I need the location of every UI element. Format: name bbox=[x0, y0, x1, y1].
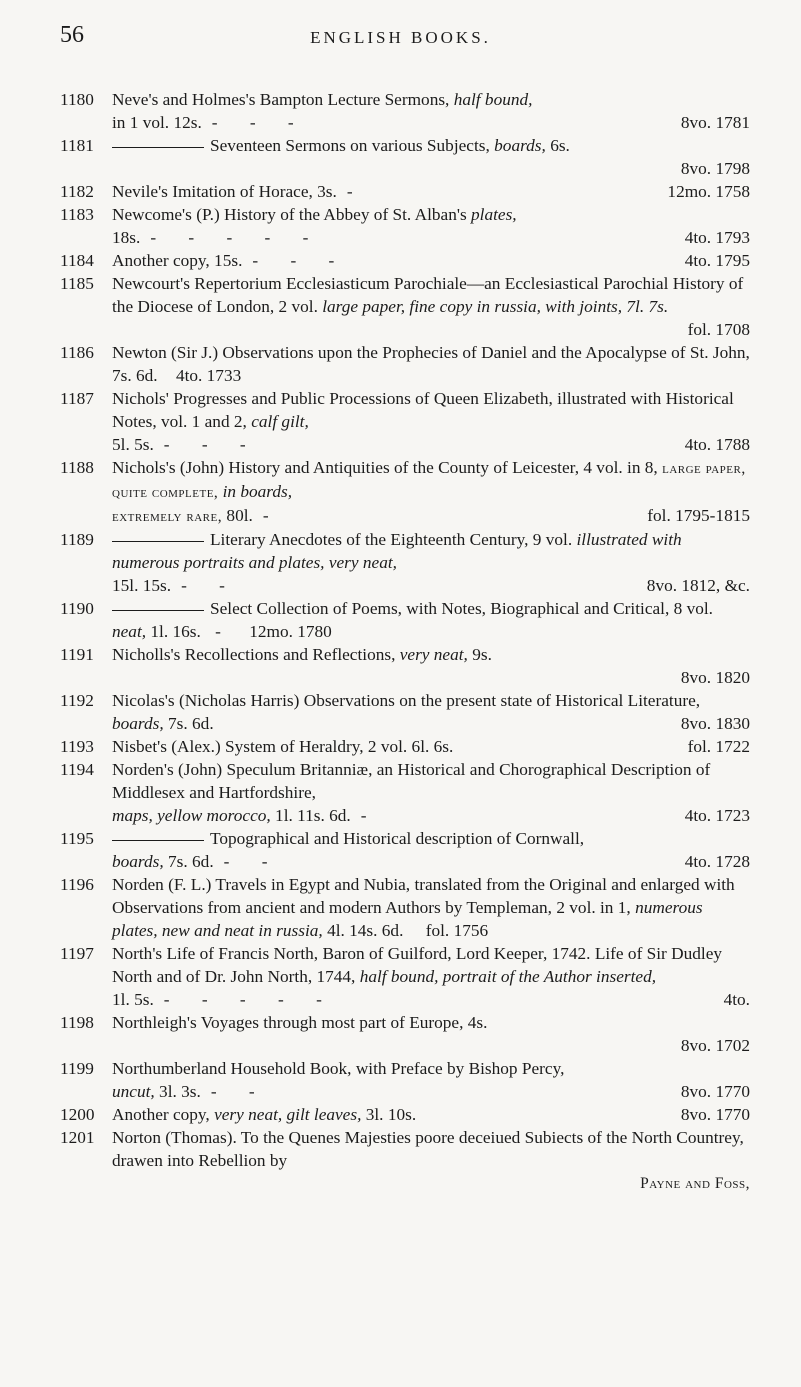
entry-price: 5l. 5s. bbox=[112, 435, 154, 454]
entry-binding: illustrated with numerous portraits and plates, very neat, bbox=[112, 530, 682, 572]
entry-number: 1191 bbox=[60, 645, 94, 664]
entry-price: in 1 vol. 12s. bbox=[112, 113, 202, 132]
entry-text: North's Life of Francis North, Baron of Guilford, Lord Keeper, 1742. Life of Sir Dudley North and of Dr. John North, 1744, bbox=[112, 944, 722, 986]
entry-binding: large paper, fine copy in russia, with joints, bbox=[322, 297, 623, 316]
entry-number: 1180 bbox=[60, 90, 94, 109]
entry-1198 bbox=[60, 1011, 750, 1057]
entry-price: 80l. bbox=[226, 506, 253, 525]
entry-1190 bbox=[60, 597, 750, 643]
entry-leader: - - bbox=[223, 852, 282, 871]
entry-text: Topographical and Historical description of Cornwall, bbox=[210, 829, 585, 848]
entry-imprint: 12mo. 1780 bbox=[249, 622, 332, 641]
entry-binding: plates, bbox=[471, 205, 517, 224]
entry-binding: calf gilt, bbox=[251, 412, 309, 431]
entry-1188 bbox=[60, 456, 750, 528]
entry-binding: boards, bbox=[494, 136, 546, 155]
entry-number: 1189 bbox=[60, 530, 94, 549]
entry-leader: - - - bbox=[163, 435, 260, 454]
entry-imprint: 4to. 1788 bbox=[684, 435, 750, 454]
entry-number: 1182 bbox=[60, 182, 94, 201]
ditto-rule bbox=[112, 147, 204, 148]
entry-imprint: 4to. 1795 bbox=[684, 251, 750, 270]
entry-leader: - bbox=[346, 182, 367, 201]
entry-text: Northleigh's Voyages through most part of Europe, 4s. bbox=[112, 1013, 488, 1032]
entry-text: Nichols's (John) History and Antiquities of the County of Leicester, 4 vol. in 8, bbox=[112, 458, 658, 477]
entry-leader: - - bbox=[181, 576, 239, 595]
entry-price: 4l. 14s. 6d. bbox=[327, 921, 404, 940]
entry-imprint: fol. 1795-1815 bbox=[647, 506, 750, 525]
entry-number: 1201 bbox=[60, 1128, 95, 1147]
entry-binding: boards, bbox=[112, 714, 164, 733]
entry-number: 1186 bbox=[60, 343, 94, 362]
entry-number: 1192 bbox=[60, 691, 94, 710]
entry-price: 6s. bbox=[550, 136, 570, 155]
entry-binding: half bound, portrait of the Author inserted, bbox=[359, 967, 657, 986]
catalogue-entries bbox=[60, 88, 750, 1195]
entry-imprint: fol. 1708 bbox=[687, 320, 750, 339]
entry-price: 7l. 7s. bbox=[626, 297, 669, 316]
entry-imprint: 8vo. 1781 bbox=[680, 113, 750, 132]
entry-number: 1185 bbox=[60, 274, 94, 293]
entry-binding: very neat, gilt leaves, bbox=[214, 1105, 362, 1124]
entry-text: Norden's (John) Speculum Britanniæ, an Historical and Chorographical Description of Middlesex and Hartfordshire, bbox=[112, 760, 711, 802]
entry-price: 1l. 16s. bbox=[150, 622, 201, 641]
entry-1192 bbox=[60, 689, 750, 735]
entry-text: Norton (Thomas). To the Quenes Majesties poore deceiued Subiects of the North Countrey, drawen into Rebellion by bbox=[112, 1128, 744, 1170]
entry-number: 1183 bbox=[60, 205, 94, 224]
entry-imprint: 12mo. 1758 bbox=[667, 182, 750, 201]
entry-1187 bbox=[60, 387, 750, 456]
entry-1197 bbox=[60, 942, 750, 1011]
entry-price: 1l. 11s. 6d. bbox=[275, 806, 351, 825]
entry-binding: neat, bbox=[112, 622, 147, 641]
page-number: 56 bbox=[60, 22, 84, 48]
entry-1194 bbox=[60, 758, 750, 827]
entry-1200 bbox=[60, 1103, 750, 1126]
entry-rarity: extremely rare, bbox=[112, 508, 223, 525]
ditto-rule bbox=[112, 610, 204, 611]
running-head: ENGLISH BOOKS. bbox=[310, 28, 491, 47]
entry-binding: maps, yellow morocco, bbox=[112, 806, 271, 825]
entry-1201 bbox=[60, 1126, 750, 1195]
entry-binding: uncut, bbox=[112, 1082, 155, 1101]
entry-price: 7s. 6d. bbox=[168, 714, 214, 733]
entry-1186 bbox=[60, 341, 750, 387]
entry-binding: in boards, bbox=[222, 482, 293, 501]
entry-imprint: 4to. 1728 bbox=[684, 852, 750, 871]
entry-number: 1187 bbox=[60, 389, 94, 408]
entry-1191 bbox=[60, 643, 750, 689]
entry-number: 1188 bbox=[60, 458, 94, 477]
entry-1185 bbox=[60, 272, 750, 341]
entry-imprint: 4to. 1733 bbox=[175, 366, 242, 385]
entry-text: Another copy, bbox=[112, 1105, 210, 1124]
entry-number: 1200 bbox=[60, 1105, 95, 1124]
entry-text: Northumberland Household Book, with Preface by Bishop Percy, bbox=[112, 1059, 565, 1078]
entry-imprint: 4to. 1793 bbox=[684, 228, 750, 247]
entry-number: 1199 bbox=[60, 1059, 94, 1078]
entry-number: 1184 bbox=[60, 251, 94, 270]
ditto-rule bbox=[112, 541, 204, 542]
entry-text: Seventeen Sermons on various Subjects, bbox=[210, 136, 490, 155]
entry-text: Norden (F. L.) Travels in Egypt and Nubia, translated from the Original and enlarged with Observations from ancient and modern Authors by Templeman, 2 vol. in 1, bbox=[112, 875, 735, 917]
entry-binding: half bound, bbox=[453, 90, 533, 109]
entry-price: 18s. bbox=[112, 228, 141, 247]
entry-number: 1197 bbox=[60, 944, 94, 963]
entry-price: 9s. bbox=[472, 645, 492, 664]
entry-imprint: 8vo. 1702 bbox=[680, 1036, 750, 1055]
entry-text: Nisbet's (Alex.) System of Heraldry, 2 vol. 6l. 6s. bbox=[112, 737, 454, 756]
entry-leader: - bbox=[215, 622, 235, 641]
entry-text: Select Collection of Poems, with Notes, Biographical and Critical, 8 vol. bbox=[210, 599, 713, 618]
entry-text: Nichols' Progresses and Public Processions of Queen Elizabeth, illustrated with Historical Notes, vol. 1 and 2, bbox=[112, 389, 734, 431]
entry-number: 1194 bbox=[60, 760, 94, 779]
entry-imprint: 8vo. 1798 bbox=[680, 159, 750, 178]
entry-1199 bbox=[60, 1057, 750, 1103]
entry-leader: - - - bbox=[252, 251, 349, 270]
entry-1196 bbox=[60, 873, 750, 942]
entry-leader: - - - - - bbox=[163, 990, 336, 1009]
entry-1189 bbox=[60, 528, 750, 597]
entry-imprint: 4to. bbox=[723, 990, 750, 1009]
entry-text: Neve's and Holmes's Bampton Lecture Sermons, bbox=[112, 90, 450, 109]
entry-leader: - - bbox=[210, 1082, 269, 1101]
ditto-rule bbox=[112, 840, 204, 841]
entry-price: 7s. 6d. bbox=[168, 852, 214, 871]
entry-1183 bbox=[60, 203, 750, 249]
entry-number: 1195 bbox=[60, 829, 94, 848]
entry-1184 bbox=[60, 249, 750, 272]
entry-number: 1198 bbox=[60, 1013, 94, 1032]
entry-leader: - - - - - bbox=[150, 228, 323, 247]
entry-imprint: 8vo. 1812, &c. bbox=[646, 576, 750, 595]
entry-imprint: 4to. 1723 bbox=[684, 806, 750, 825]
entry-number: 1196 bbox=[60, 875, 94, 894]
entry-leader: - bbox=[360, 806, 381, 825]
entry-text: Nicholls's Recollections and Reflections, bbox=[112, 645, 396, 664]
entry-binding: very neat, bbox=[399, 645, 468, 664]
entry-binding: boards, bbox=[112, 852, 164, 871]
entry-imprint: fol. 1756 bbox=[425, 921, 489, 940]
entry-1181 bbox=[60, 134, 750, 180]
entry-binding: numerous plates, new and neat in russia, bbox=[112, 898, 703, 940]
entry-imprint: 8vo. 1820 bbox=[680, 668, 750, 687]
entry-text: Another copy, 15s. bbox=[112, 251, 243, 270]
entry-publisher: Payne and Foss, bbox=[640, 1175, 750, 1192]
entry-number: 1190 bbox=[60, 599, 94, 618]
entry-imprint: 8vo. 1770 bbox=[680, 1105, 750, 1124]
entry-number: 1193 bbox=[60, 737, 94, 756]
entry-imprint: 8vo. 1770 bbox=[680, 1082, 750, 1101]
entry-text: Literary Anecdotes of the Eighteenth Century, 9 vol. bbox=[210, 530, 573, 549]
entry-1182 bbox=[60, 180, 750, 203]
entry-leader: - - - bbox=[211, 113, 308, 132]
entry-note: large paper, quite complete, bbox=[112, 460, 746, 501]
entry-imprint: 8vo. 1830 bbox=[680, 714, 750, 733]
entry-imprint: fol. 1722 bbox=[687, 737, 750, 756]
entry-1195 bbox=[60, 827, 750, 873]
entry-1180 bbox=[60, 88, 750, 134]
entry-price: 15l. 15s. bbox=[112, 576, 172, 595]
entry-text: Newcome's (P.) History of the Abbey of St. Alban's bbox=[112, 205, 467, 224]
entry-text: Nicolas's (Nicholas Harris) Observations on the present state of Historical Literature, bbox=[112, 691, 701, 710]
entry-leader: - bbox=[262, 506, 283, 525]
entry-price: 3l. 10s. bbox=[365, 1105, 417, 1124]
entry-1193 bbox=[60, 735, 750, 758]
entry-text: Newton (Sir J.) Observations upon the Prophecies of Daniel and the Apocalypse of St. John, 7s. 6d. bbox=[112, 343, 750, 385]
entry-price: 3l. 3s. bbox=[159, 1082, 201, 1101]
entry-number: 1181 bbox=[60, 136, 94, 155]
entry-text: Newcourt's Repertorium Ecclesiasticum Parochiale—an Ecclesiastical Parochial History of the Diocese of London, 2 vol. bbox=[112, 274, 744, 316]
entry-price: 1l. 5s. bbox=[112, 990, 154, 1009]
entry-text: Nevile's Imitation of Horace, 3s. bbox=[112, 182, 337, 201]
